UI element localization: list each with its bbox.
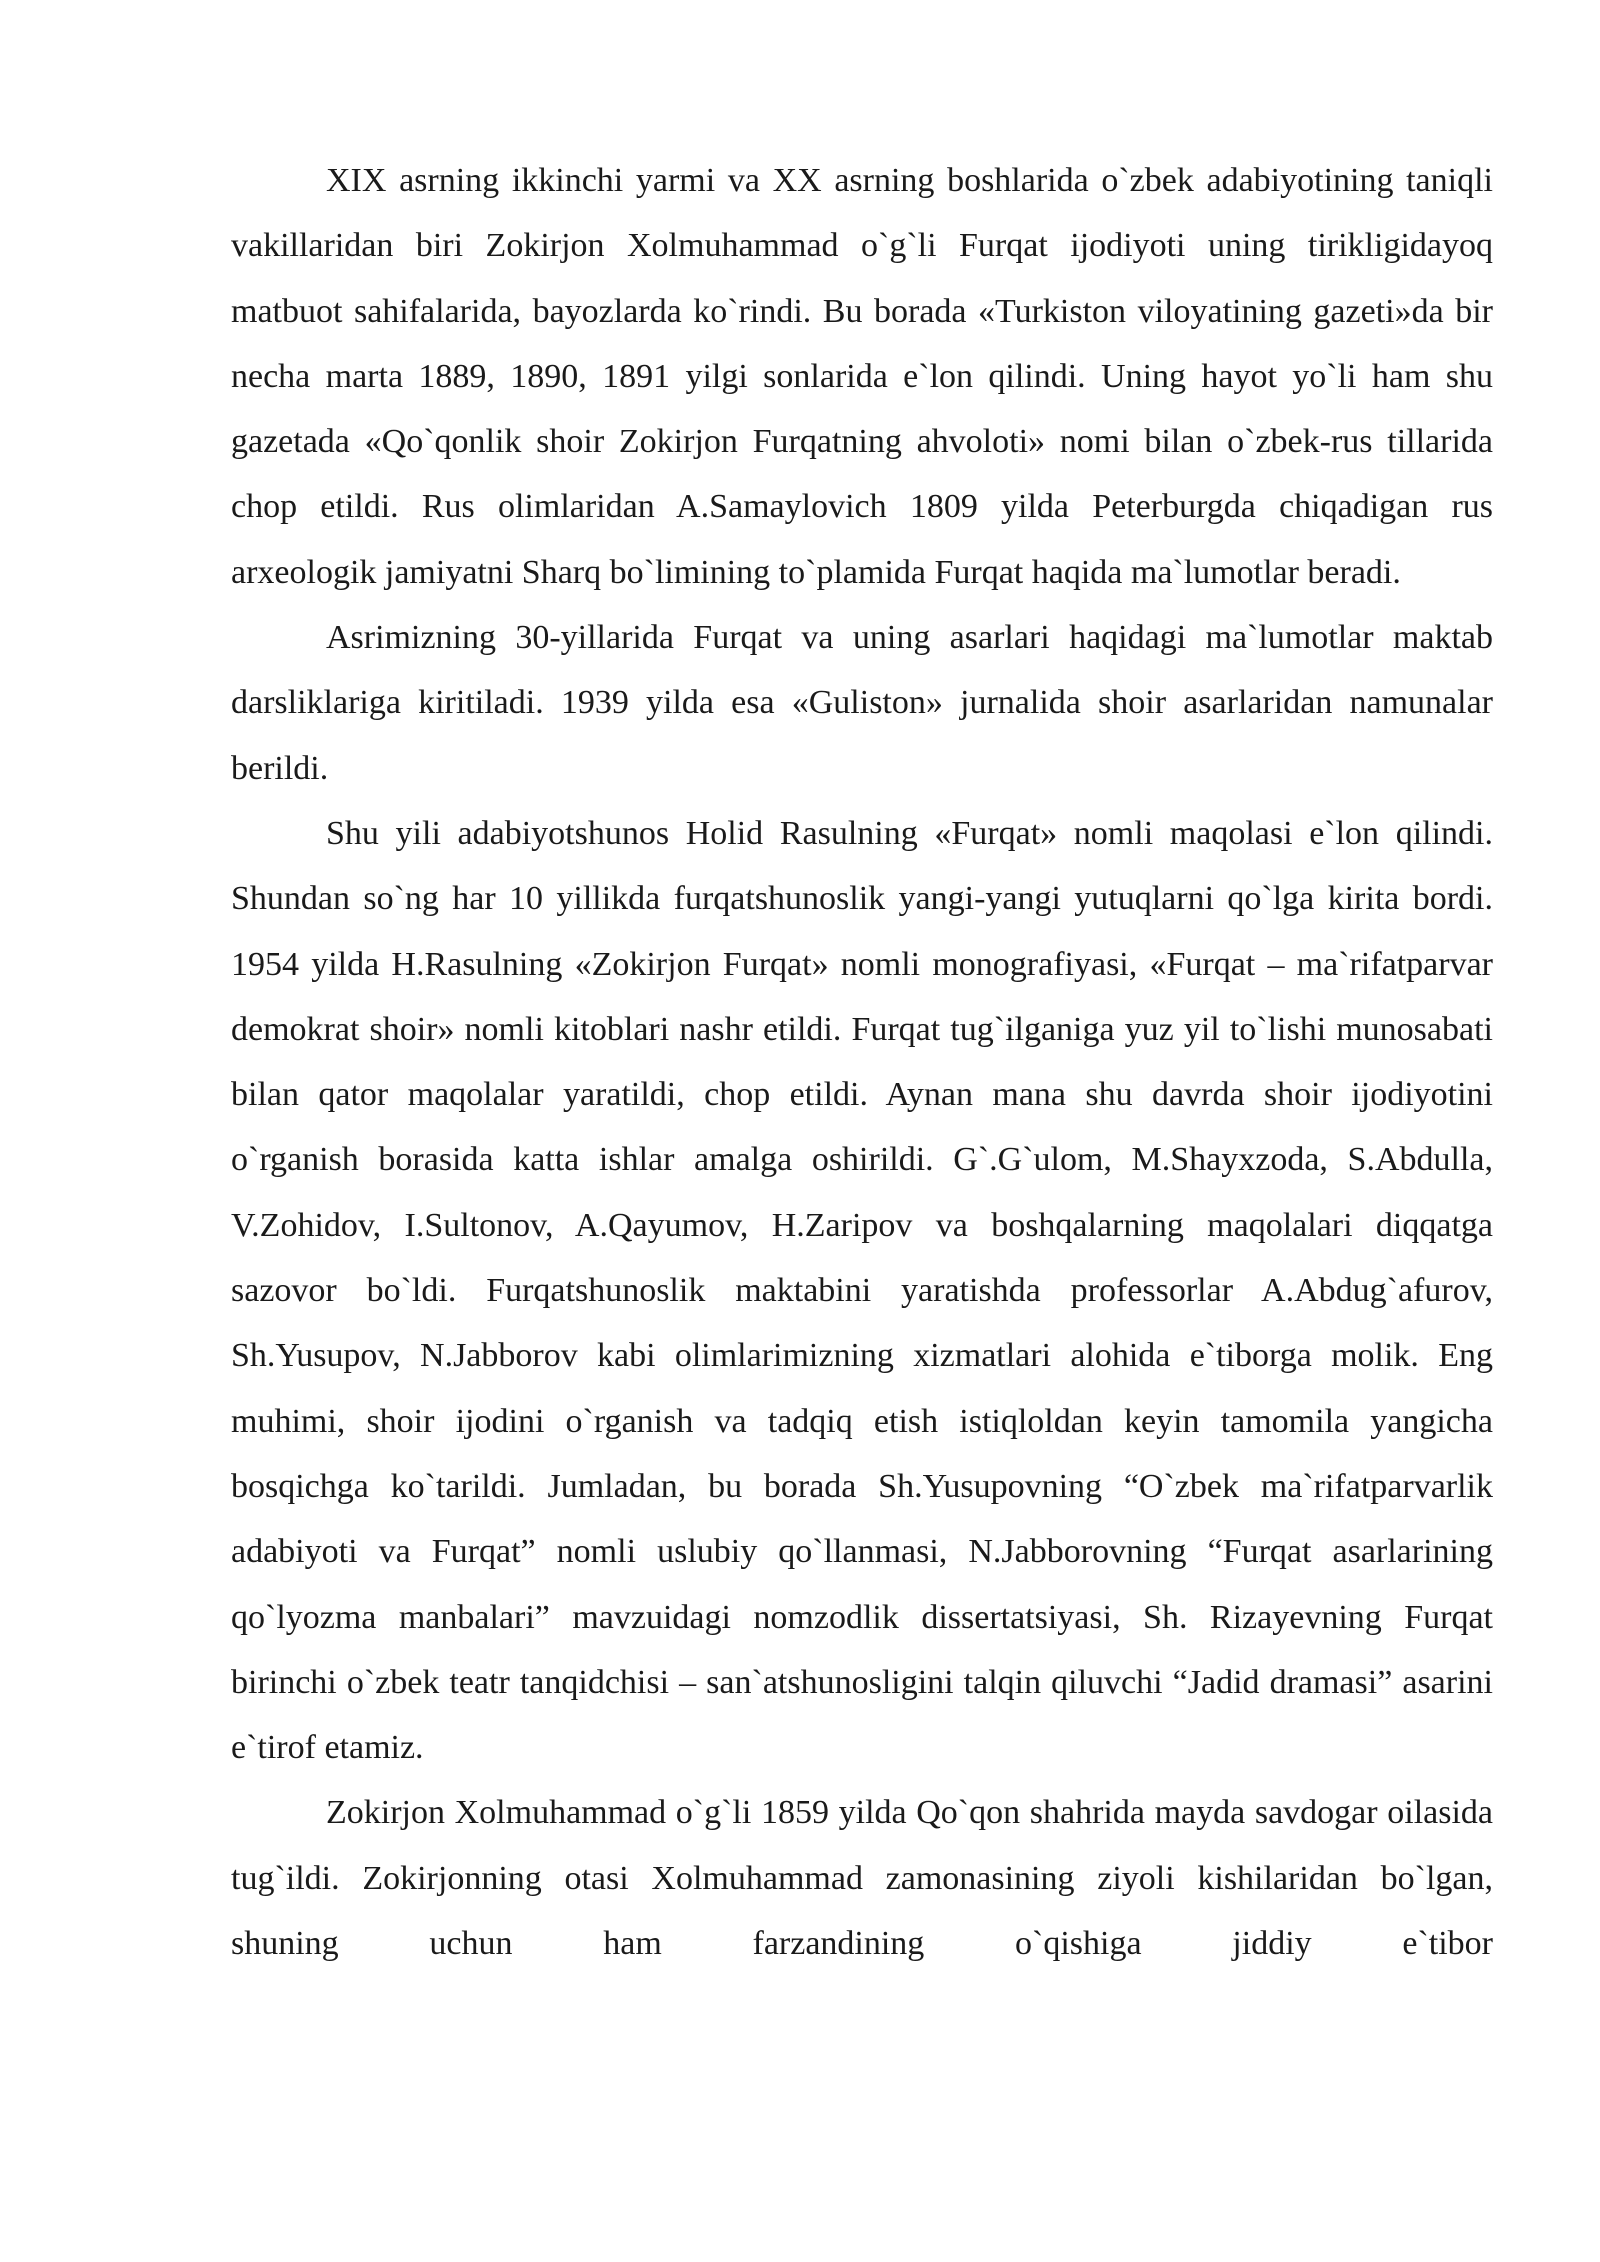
paragraph: Zokirjon Xolmuhammad o`g`li 1859 yilda Qo`qon shahrida mayda savdogar oilasida tug`ildi. Zokirjonning otasi Xolmuhammad zamonasining ziyoli kishilaridan bo`lgan, shuning uchun ham farzandining o`qishiga jiddiy e`tibor [231, 1794, 1493, 1963]
document-body [231, 148, 1493, 1976]
paragraph: Asrimizning 30-yillarida Furqat va uning asarlari haqidagi ma`lumotlar maktab darsliklariga kiritiladi. 1939 yilda esa «Guliston» jurnalida shoir asarlaridan namunalar berildi. [231, 619, 1493, 787]
paragraph: XIX asrning ikkinchi yarmi va XX asrning boshlarida o`zbek adabiyotining taniqli vakillaridan biri Zokirjon Xolmuhammad o`g`li Furqat ijodiyoti uning tirikligidayoq matbuot sahifalarida, bayozlarda ko`rindi. Bu borada «Turkiston viloyatining gazeti»da bir necha marta 1889, 1890, 1891 yilgi sonlarida e`lon qilindi. Uning hayot yo`li ham shu gazetada «Qo`qonlik shoir Zokirjon Furqatning ahvoloti» nomi bilan o`zbek-rus tillarida chop etildi. Rus olimlaridan A.Samaylovich 1809 yilda Peterburgda chiqadigan rus arxeologik jamiyatni Sharq bo`limining to`plamida Furqat haqida ma`lumotlar beradi. [231, 162, 1493, 591]
paragraph: Shu yili adabiyotshunos Holid Rasulning «Furqat» nomli maqolasi e`lon qilindi. Shundan so`ng har 10 yillikda furqatshunoslik yangi-yangi yutuqlarni qo`lga kirita bordi. 1954 yilda H.Rasulning «Zokirjon Furqat» nomli monografiyasi, «Furqat – ma`rifatparvar demokrat shoir» nomli kitoblari nashr etildi. Furqat tug`ilganiga yuz yil to`lishi munosabati bilan qator maqolalar yaratildi, chop etildi. Aynan mana shu davrda shoir ijodiyotini o`rganish borasida katta ishlar amalga oshirildi. G`.G`ulom, M.Shayxzoda, S.Abdulla, V.Zohidov, I.Sultonov, A.Qayumov, H.Zaripov va boshqalarning maqolalari diqqatga sazovor bo`ldi. Furqatshunoslik maktabini yaratishda professorlar A.Abdug`afurov, Sh.Yusupov, N.Jabborov kabi olimlarimizning xizmatlari alohida e`tiborga molik. Eng muhimi, shoir ijodini o`rganish va tadqiq etish istiqloldan keyin tamomila yangicha bosqichga ko`tarildi. Jumladan, bu borada Sh.Yusupovning “O`zbek ma`rifatparvarlik adabiyoti va Furqat” nomli uslubiy qo`llanmasi, N.Jabborovning “Furqat asarlarining qo`lyozma manbalari” mavzuidagi nomzodlik dissertatsiyasi, Sh. Rizayevning Furqat birinchi o`zbek teatr tanqidchisi – san`atshunosligini talqin qiluvchi “Jadid dramasi” asarini e`tirof etamiz. [231, 814, 1493, 1767]
